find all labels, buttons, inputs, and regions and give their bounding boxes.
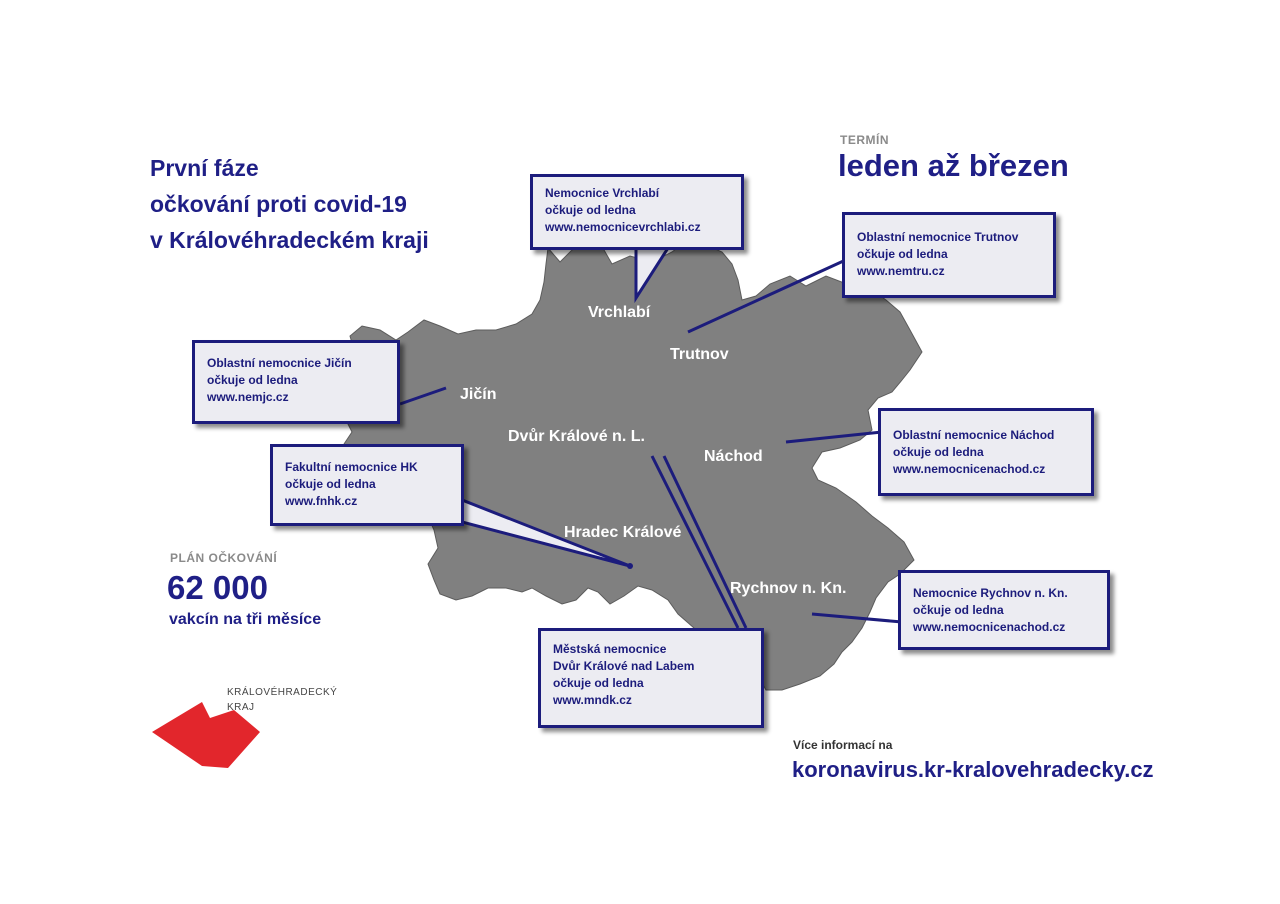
more-info-label: Více informací na: [793, 738, 893, 752]
plan-label: PLÁN OČKOVÁNÍ: [170, 551, 278, 565]
title-line-2: očkování proti covid-19: [150, 191, 407, 217]
city-trutnov: Trutnov: [670, 346, 729, 363]
term-value: leden až březen: [838, 148, 1069, 183]
page-title: [150, 150, 429, 258]
more-info-link[interactable]: koronavirus.kr-kralovehradecky.cz: [792, 757, 1154, 782]
hospital-note: očkuje od ledna: [893, 445, 984, 459]
hospital-box-vrchlabi: [530, 174, 744, 250]
hospital-box-dvur-kralove: [538, 628, 764, 728]
logo-text: [227, 685, 337, 715]
hospital-box-hk: [270, 444, 464, 526]
plan-subtitle: vakcín na tři měsíce: [169, 611, 322, 628]
hospital-url[interactable]: www.nemocnicenachod.cz: [893, 462, 1046, 476]
hospital-url[interactable]: www.fnhk.cz: [285, 494, 358, 508]
city-vrchlabi: Vrchlabí: [588, 304, 651, 321]
logo-line-1: KRÁLOVÉHRADECKÝ: [227, 687, 338, 698]
hospital-url[interactable]: www.mndk.cz: [553, 693, 632, 707]
title-line-3: v Královéhradeckém kraji: [150, 227, 429, 253]
hospital-url[interactable]: www.nemocnicevrchlabi.cz: [545, 220, 701, 234]
hospital-name: Nemocnice Rychnov n. Kn.: [913, 586, 1068, 600]
city-rychnov: Rychnov n. Kn.: [730, 580, 847, 597]
hospital-url[interactable]: www.nemtru.cz: [857, 264, 945, 278]
hospital-name: Oblastní nemocnice Náchod: [893, 428, 1055, 442]
hospital-box-trutnov: [842, 212, 1056, 298]
hospital-box-rychnov: [898, 570, 1110, 650]
city-hradec-kralove: Hradec Králové: [564, 524, 682, 541]
plan-value: 62 000: [167, 569, 268, 606]
hospital-name: Oblastní nemocnice Trutnov: [857, 230, 1019, 244]
hospital-note: očkuje od ledna: [545, 203, 636, 217]
hospital-name: Oblastní nemocnice Jičín: [207, 356, 352, 370]
hospital-name: Fakultní nemocnice HK: [285, 460, 418, 474]
term-label: TERMÍN: [840, 133, 889, 147]
city-nachod: Náchod: [704, 448, 763, 465]
hospital-note: očkuje od ledna: [207, 373, 298, 387]
hospital-url[interactable]: www.nemocnicenachod.cz: [913, 620, 1066, 634]
hospital-url[interactable]: www.nemjc.cz: [207, 390, 289, 404]
hospital-note: očkuje od ledna: [285, 477, 376, 491]
hospital-note: očkuje od ledna: [553, 676, 644, 690]
hospital-note: očkuje od ledna: [857, 247, 948, 261]
city-dvur-kralove: Dvůr Králové n. L.: [508, 428, 645, 445]
hospital-name-line-2: Dvůr Králové nad Labem: [553, 659, 695, 673]
hospital-name: Městská nemocnice: [553, 642, 667, 656]
city-jicin: Jičín: [460, 386, 497, 403]
hospital-box-nachod: [878, 408, 1094, 496]
title-line-1: První fáze: [150, 155, 259, 181]
hospital-name: Nemocnice Vrchlabí: [545, 186, 660, 200]
hospital-box-jicin: [192, 340, 400, 424]
logo-line-2: KRAJ: [227, 702, 255, 713]
hospital-note: očkuje od ledna: [913, 603, 1004, 617]
